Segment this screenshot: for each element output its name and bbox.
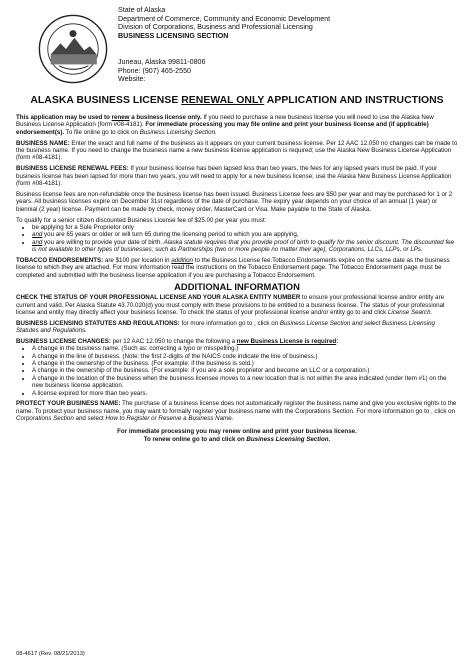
closing-line-2-link: Business Licensing Section. [246,435,331,443]
title-part-1: ALASKA BUSINESS LICENSE [30,95,182,106]
contact-address: Juneau, Alaska 99811-0806 [118,58,206,66]
business-name-label: BUSINESS NAME: [16,139,70,147]
check-status-label: CHECK THE STATUS OF YOUR PROFESSIONAL LICENSE AND YOUR ALASKA ENTITY NUMBER [16,294,301,302]
tobacco-text-2: to the Business License fee.Tobacco Endorsements expire on the same date as the business license to which they are attached. For more information read the instructions on the Tobacco Endorsement page. The Tobacco Endorsement page must be completed and submitted with the business license application if you are purchasing a Tobacco Endorsement. [16,256,450,279]
closing-line-1: For immediate processing you may renew online and print your business license. [117,428,357,436]
changes-new-license-required: new Business License is required [236,338,337,346]
tobacco-addition: addition [171,256,193,264]
business-name-text: Enter the exact and full name of the business as it appears on your current business license. Per 12 AAC 12.050 no changes can be made to the business name. If you need to change the business name a new business license application is required; use the Alaska New Business License Application (form #08-4181). [16,139,458,162]
title-part-underlined: RENEWAL ONLY [181,95,265,106]
statutes-link-text: Business License Section and select Business Licensing Statutes and Regulations. [16,319,435,335]
intro-link-text: Business Licensing Section. [139,128,217,136]
change-item: • A change in the ownership of the business. (For example: if the business is sold.) [32,360,458,367]
senior-req-3-note: Alaska statute requires that you provide proof of birth to qualify for the senior discount. The discounted fee is not available to other types of businesses; such as Partnerships (two or more people no matter their age), Corporations, LLCs, LLPs, or LPs. [32,238,455,253]
statutes-label: BUSINESS LICENSING STATUTES AND REGULATIONS: [16,319,180,327]
closing-line-2 [16,436,458,443]
intro-text-1: If you need to purchase a new business license you will need to use the Alaska New Business License Application (form #08-4181). [16,114,434,129]
senior-req-3-and: and [32,238,43,246]
agency-state: State of Alaska [118,6,166,14]
intro-text-2: To file online go to click on [64,128,140,136]
intro-bold-2: a business license only. [129,114,202,121]
agency-block [118,6,330,40]
statutes-paragraph [16,320,458,335]
closing-line-2-text: To renew online go to and click on [143,435,247,443]
senior-intro: To qualify for a senior citizen discounted Business License fee of $25.00 per year you must: [16,216,267,224]
senior-req-2-text: you are 65 years or older or will turn 65 during the licensing period to which you are applying, [42,231,299,239]
intro-paragraph [16,114,458,136]
contact-block [118,58,205,84]
change-item: • A change in the business name. (Such as: correcting a typo or misspelling.) [32,345,458,352]
agency-section: BUSINESS LICENSING SECTION [118,31,229,40]
form-number: 08-4617 (Rev. 08/21/2013) [16,651,85,657]
changes-intro [16,338,458,345]
renewal-fees-label: BUSINESS LICENSE RENEWAL FEES: [16,165,129,173]
protect-name-paragraph [16,400,458,422]
tobacco-paragraph [16,257,458,279]
protect-text-2: and select [73,415,106,423]
statutes-text: for more information go to , click on [179,319,280,327]
tobacco-text-1: are $100 per location in [103,256,172,264]
check-status-text: to ensure your professional license and/or entity are current and valid. Per Alaska Statute 43.70.020(d) you must comply with these provisions to be entitled to a business license. The status of your professional license and entity may directly affect your business license. To check the status of your professional license and/or entity go to and click [16,294,445,316]
title-part-2: APPLICATION AND INSTRUCTIONS [264,95,444,106]
contact-phone: Phone: (907) 465-2550 [118,66,191,75]
business-name-paragraph [16,140,458,162]
intro-bold-3: For immediate processing you may file online and print your business license and (if applicable) endorsement(s). [16,121,429,136]
renewal-fees-text: If your business license has been lapsed less than two years, the fees for any lapsed years must be paid. If your business license has been lapsed for more than two years, you will need to apply for a new business license; use the Alaska New Business License Application (form #08-4181). [16,165,452,187]
tobacco-label: TOBACCO ENDORSEMENTS: [16,256,104,264]
contact-website: Website: [118,75,146,84]
renewal-fees-paragraph [16,165,458,187]
intro-bold-underline: renew [111,114,130,121]
document-title [0,95,474,106]
senior-requirement-1 [32,224,458,231]
change-item: • A change in the location of the business when the business licensee moves to a new location that is not within the area indicated (under Item #1) on the new business license application. [32,375,458,390]
fees-paragraph: Business license fees are non-refundable once the business license has been issued. Business License fees are $50 per year and may be purchased for 1 or 2 years. All business licenses expire on December 31st regardless of the date of purchase. The expiry year depends on your choice of an annual (1 year) or biennial (2 year) license. Payment can be made by check, money order, MasterCard or Visa. Make payable to the State of Alaska. [16,190,453,213]
check-status-paragraph [16,294,458,316]
protect-link-corporations: Corporations Section [16,415,74,423]
intro-bold-1: This application may be used to [16,114,112,121]
senior-req-2-and: and [32,231,43,239]
senior-requirement-3 [32,239,458,254]
change-item: • A change in the line of business. (Note: the first 2-digits of the NAICS code indicate the line of business.) [32,353,458,360]
changes-label: BUSINESS LICENSE CHANGES: [16,338,111,346]
change-item: • A license expired for more than two years. [32,390,458,397]
changes-list [16,345,458,396]
senior-req-1-text: be applying for a Sole Proprietor only [32,223,134,231]
changes-colon: : [336,338,339,346]
agency-division: Division of Corporations, Business and Professional Licensing [118,23,313,32]
changes-text-1: per 12 AAC 12.050 to change the following a [110,338,237,346]
closing-block [16,428,458,443]
check-status-link-text: License Search. [387,308,433,316]
alaska-state-seal [38,14,108,84]
senior-req-3-text: you are willing to provide your date of birth. [42,238,164,246]
change-item: • A change in the ownership of the business. (For example: if you are a sole proprietor and become an LLC or a corporation.) [32,367,458,374]
protect-name-label: PROTECT YOUR BUSINESS NAME: [16,400,121,408]
senior-requirements-list [16,224,458,253]
additional-info-heading: ADDITIONAL INFORMATION [174,280,300,292]
protect-link-register: How to Register or Reserve a Business Name. [105,415,234,423]
agency-department: Department of Commerce, Community and Economic Development [118,14,331,23]
document-body [16,114,458,443]
senior-requirement-2 [32,231,458,238]
protect-name-text: The purchase of a business license does not automatically register the business name and give you exclusive rights to the name. To protect your business name, you may want to formally register your business name with the Corporations Section. For more information go to , click on [16,400,457,415]
